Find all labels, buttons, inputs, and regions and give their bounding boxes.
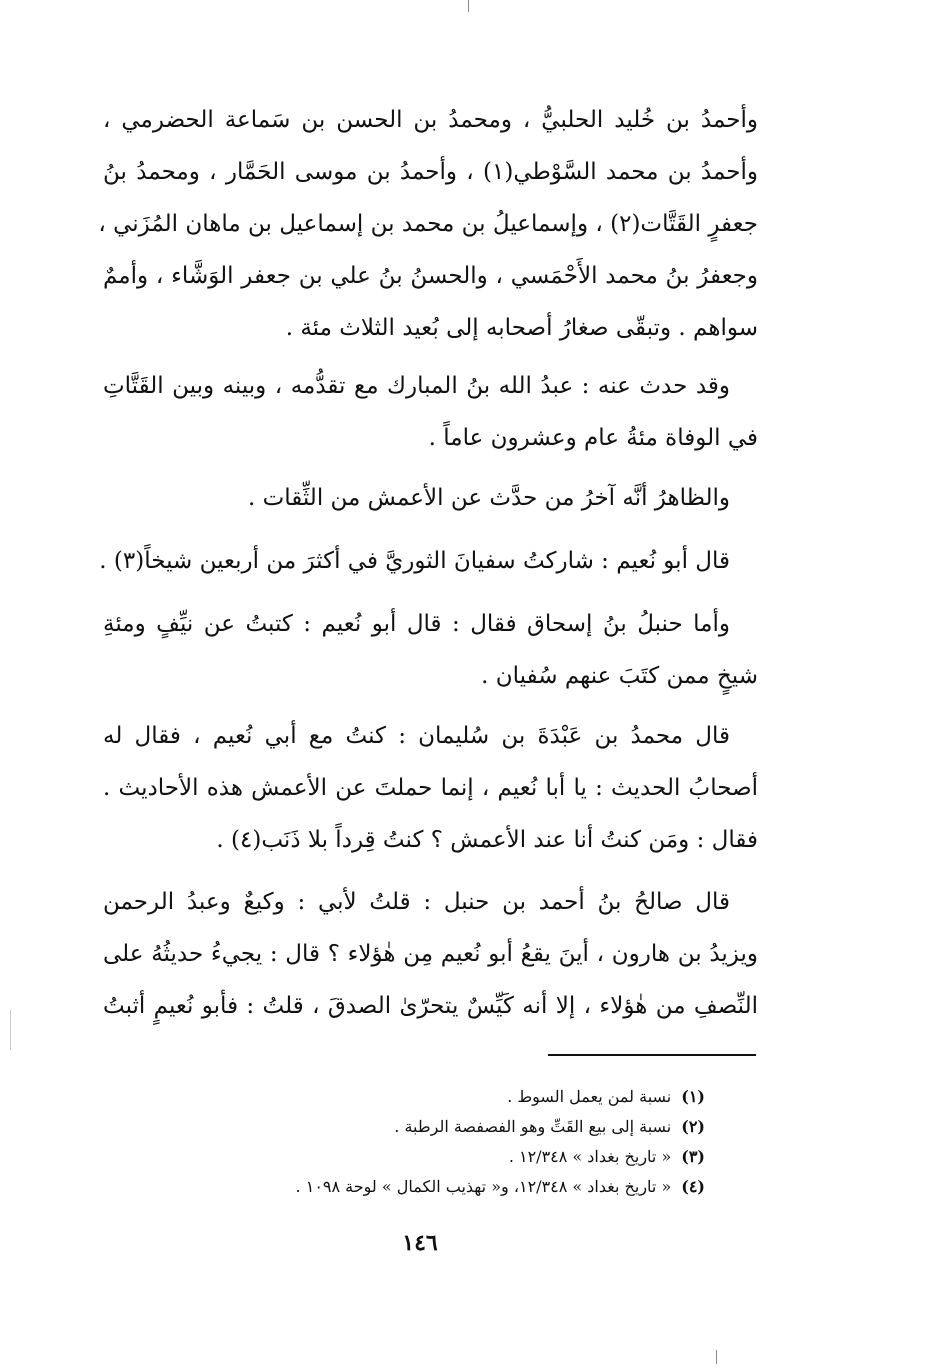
text-line: وجعفرُ بنُ محمد الأَحْمَسي ، والحسنُ بنُ علي بن جعفر الوَشَّاء ، وأممٌ [103, 263, 758, 289]
paragraph-2 [103, 360, 758, 464]
footnote-text: نسبة لمن يعمل السوط . [507, 1087, 672, 1106]
footnote [225, 1082, 705, 1112]
footnote-separator [548, 1054, 756, 1056]
text-line: قال محمدُ بن عَبْدَةَ بن سُليمان : كنتُ مع أبي نُعيم ، فقال له [103, 723, 730, 749]
text-line: في الوفاة مئةُ عام وعشرون عاماً . [428, 425, 758, 451]
paragraph-1 [98, 94, 759, 354]
footnote-number: (٤) [681, 1177, 705, 1196]
paragraph-4 [99, 535, 758, 587]
footnote-text: « تاريخ بغداد » ١٢/٣٤٨، و« تهذيب الكمال » لوحة ١٠٩٨ . [295, 1177, 672, 1196]
footnote-text: « تاريخ بغداد » ١٢/٣٤٨ . [508, 1147, 672, 1166]
paragraph-5 [103, 598, 758, 702]
footnote [225, 1142, 705, 1172]
text-line: فقال : ومَن كنتُ أنا عند الأعمش ؟ كنتُ قِرداً بلا ذَنَب(٤) . [216, 827, 758, 853]
text-line: قال صالحُ بنُ أحمد بن حنبل : قلتُ لأبي : وكيعٌ وعبدُ الرحمن [103, 889, 730, 915]
text-line: وأحمدُ بن خُليد الحلبيُّ ، ومحمدُ بن الحسن بن سَماعة الحضرمي ، [103, 107, 758, 133]
text-line: شيخٍ ممن كتَبَ عنهم سُفيان . [481, 663, 758, 689]
page-number: ١٤٦ [402, 1230, 438, 1256]
footnote-number: (٢) [681, 1117, 705, 1136]
footnote-number: (٣) [681, 1147, 705, 1166]
text-line: وقد حدث عنه : عبدُ الله بنُ المبارك مع تقدُّمه ، وبينه وبين القَتَّاتِ [103, 373, 731, 399]
footnote [225, 1172, 705, 1202]
footnotes [225, 1082, 705, 1202]
scan-mark [10, 1010, 11, 1050]
scan-mark [468, 0, 469, 12]
text-line: والظاهرُ أنَّه آخرُ من حدَّث عن الأعمش من الثِّقات . [247, 485, 730, 511]
footnote-number: (١) [681, 1087, 705, 1106]
paragraph-3 [103, 472, 758, 524]
footnote-text: نسبة إلى بيع القَتِّ وهو الفصفصة الرطبة . [394, 1117, 672, 1136]
text-line: سواهم . وتبقّى صغارُ أصحابه إلى بُعيد الثلاث مئة . [285, 315, 758, 341]
paragraph-6 [103, 710, 758, 866]
text-line: جعفرٍ القَتَّات(٢) ، وإسماعيلُ بن محمد بن إسماعيل بن ماهان المُزَني ، [98, 211, 758, 237]
text-line: ويزيدُ بن هارون ، أينَ يقعُ أبو نُعيم مِن هٰؤلاء ؟ قال : يجيءُ حديثُهُ على [103, 941, 758, 967]
text-line: أصحابُ الحديث : يا أبا نُعيم ، إنما حملتَ عن الأعمش هذه الأحاديث . [103, 775, 758, 801]
text-line: وأما حنبلُ بنُ إسحاق فقال : قال أبو نُعيم : كتبتُ عن نيِّفٍ ومئةِ [103, 611, 730, 637]
text-line: وأحمدُ بن محمد السَّوْطي(١) ، وأحمدُ بن موسى الحَمَّار ، ومحمدُ بنُ [103, 159, 759, 185]
text-line: النِّصفِ من هٰؤلاء ، إلا أنه كَيِّسٌ يتحرّىٰ الصدقَ ، قلتُ : فأبو نُعيمٍ أثبتُ [103, 993, 758, 1019]
scan-mark [716, 1350, 717, 1364]
footnote [225, 1112, 705, 1142]
paragraph-7 [103, 876, 758, 1032]
text-line: قال أبو نُعيم : شاركتُ سفيانَ الثوريَّ في أكثرَ من أربعين شيخاً(٣) . [99, 548, 730, 574]
